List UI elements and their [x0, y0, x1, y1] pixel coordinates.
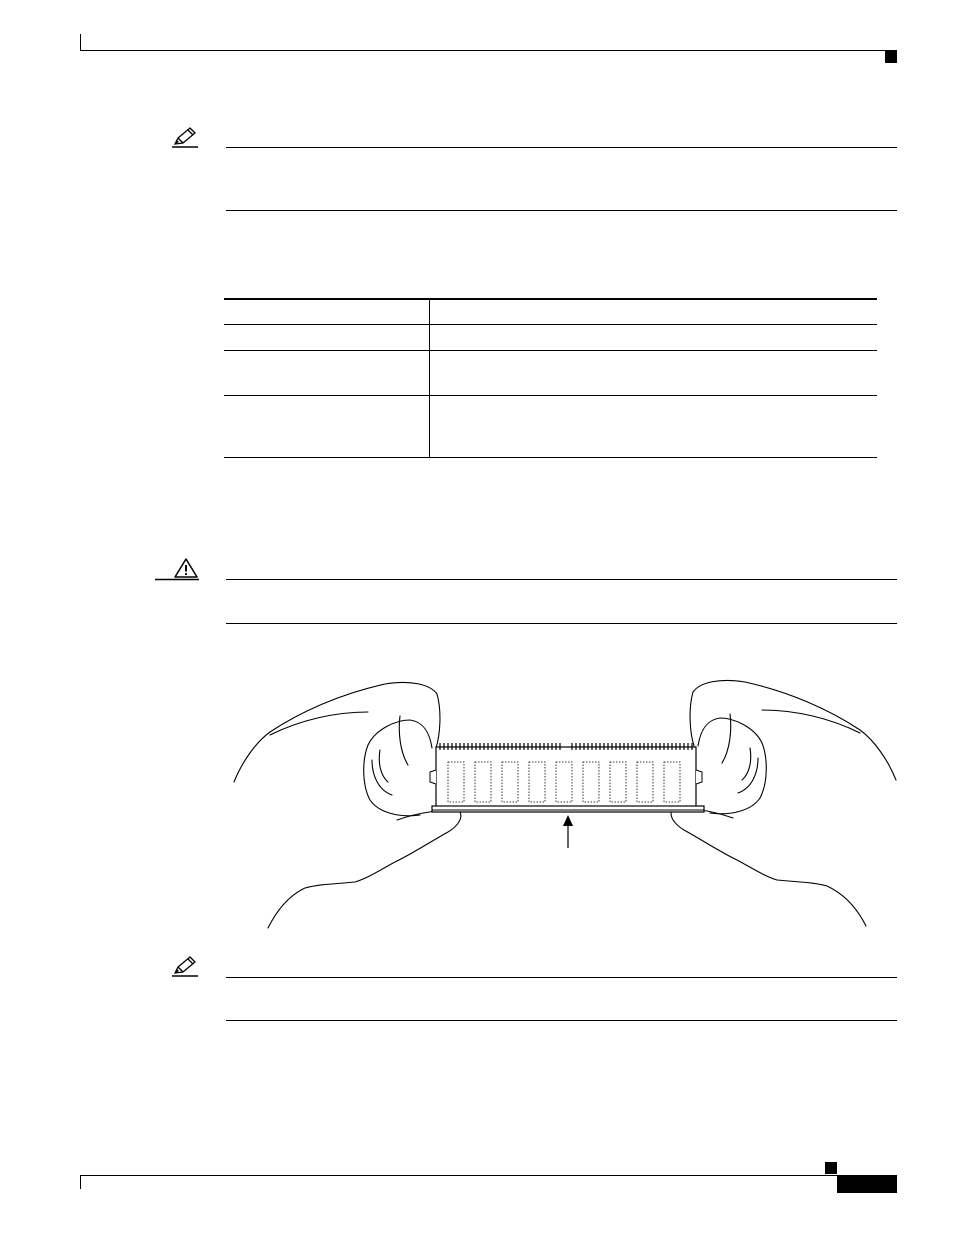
table-row-rule [224, 324, 877, 325]
table-top-rule [224, 298, 877, 300]
note-bottom-rule [226, 210, 897, 211]
note-bottom-rule [226, 1020, 897, 1021]
footer-rule [80, 1175, 837, 1176]
table-row-rule [224, 395, 877, 396]
caution-triangle-icon [155, 557, 201, 581]
table-bottom-rule [224, 457, 877, 458]
black-square-icon [825, 1162, 837, 1174]
caution-top-rule [226, 579, 897, 580]
memory-module-illustration [226, 672, 906, 934]
header-left-tick [80, 34, 81, 51]
pencil-note-icon [171, 126, 199, 148]
pencil-note-icon [171, 955, 199, 977]
up-arrow-icon [563, 815, 573, 848]
table-column-divider [429, 300, 430, 457]
note-top-rule [226, 147, 897, 148]
header-rule [80, 50, 897, 51]
caution-bottom-rule [226, 623, 897, 624]
table-row-rule [224, 350, 877, 351]
black-square-icon [885, 51, 897, 63]
footer-left-tick [80, 1175, 81, 1189]
page-number-tab [837, 1175, 897, 1193]
note-top-rule [226, 977, 897, 978]
